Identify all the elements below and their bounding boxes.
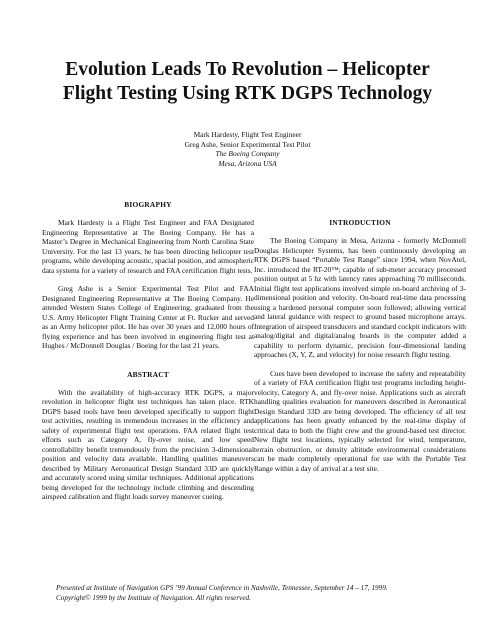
introduction-paragraph-2: Cues have been developed to increase the safety and repeatability of a variety of FAA certification flight test programs including height-velocity, Category A, and fly-over noise. Applications such as aircraft handling qualities evaluation for maneuvers described in Aeronautical Design Standard 33D are being developed. The efficiency of all test applications has been greatly enhanced by the real-time display of critical data to both the flight crew and the ground-based test director. New flight test locations, typically selected for wind, temperature, terrain obstruction, or density altitude environmental considerations can be made completely operational for use with the Portable Test Range within a day of arrival at a test site. [254,368,466,473]
author-company: The Boeing Company [215,149,280,159]
introduction-paragraph-1: The Boeing Company in Mesa, Arizona - formerly McDonnell Douglas Helicopter Systems, has been continuously developing an RTK DGPS based “Portable Test Range” since 1994, when NovAtel, Inc. introduced the RT-20™; capable of sub-meter accuracy processed position output at 5 hz with latency rates approaching 70 milliseconds. Initial flight test applications involved simple on-board archiving of 3-dimensional position and velocity. On-board real-time data processing using a hardened personal computer soon followed; allowing vertical and lateral guidance with respect to ground based microphone arrays. Integration of airspeed transducers and standard cockpit indicators with analog/digital and digital/analog boards in the computer added a capability to perform dynamic, precision four-dimensional landing approaches (X, Y, Z, and velocity) for noise research flight testing. [254,236,466,359]
footer-copyright-line: Copyright© 1999 by the Institute of Navigation. All rights reserved. [56,594,251,602]
abstract-paragraph-1: With the availability of high-accuracy RTK DGPS, a major revolution in helicopter flight test techniques has taken place. RTK DGPS based tools have been developed specifically to support flight test activities, resulting in tremendous increases in the efficiency and safety of experimental flight test operations. FAA related flight test efforts such as Category A, fly-over noise, and low speed controllability benefit tremendously from the precision 3-dimensional position and velocity data available. Handling qualities maneuvers described by Military Aeronautical Design Standard 33D are quickly and accurately scored using similar techniques. Additional applications being developed for the technology include climbing and descending airspeed calibration and flight loads survey maneuver cueing. [42,387,254,501]
author-line-2: Greg Ashe, Senior Experimental Test Pilot [184,139,311,149]
introduction-heading: INTRODUCTION [329,218,391,227]
right-column [254,218,466,482]
abstract-heading: ABSTRACT [127,369,169,379]
page-title [30,58,465,106]
title-line-1: Evolution Leads To Revolution – Helicopter [65,59,430,80]
footer-presented-line: Presented at Institute of Navigation GPS ’99 Annual Conference in Nashville, Tennessee, September 14 – 17, 1999. [56,584,388,592]
biography-paragraph-2: Greg Ashe is a Senior Experimental Test Pilot and FAA Designated Engineering Representative at The Boeing Company. He attended Western States College of Engineering, graduated from the U.S. Army Helicopter Flight Training Center at Ft. Rucker and served as an Army helicopter pilot. He has over 30 years and 12,000 hours of flying experience and has been involved in engineering flight test at Hughes / McDonnell Douglas / Boeing for the last 21 years. [42,284,254,350]
author-line-1: Mark Hardesty, Flight Test Engineer [193,130,302,139]
author-location: Mesa, Arizona USA [218,158,277,168]
biography-paragraph-1: Mark Hardesty is a Flight Test Engineer and FAA Designated Engineering Representative at The Boeing Company. He has a Master’s Degree in Mechanical Engineering from North Carolina State University. For the last 13 years, he has been directing helicopter test programs, while developing acoustic, spacial position, and atmospheric data systems for a variety of research and FAA certification flight tests. [42,218,254,275]
biography-heading: BIOGRAPHY [124,200,172,209]
left-column [42,200,254,511]
author-block [90,130,405,168]
title-line-2: Flight Testing Using RTK DGPS Technology [62,83,433,104]
page-footer [56,583,456,603]
